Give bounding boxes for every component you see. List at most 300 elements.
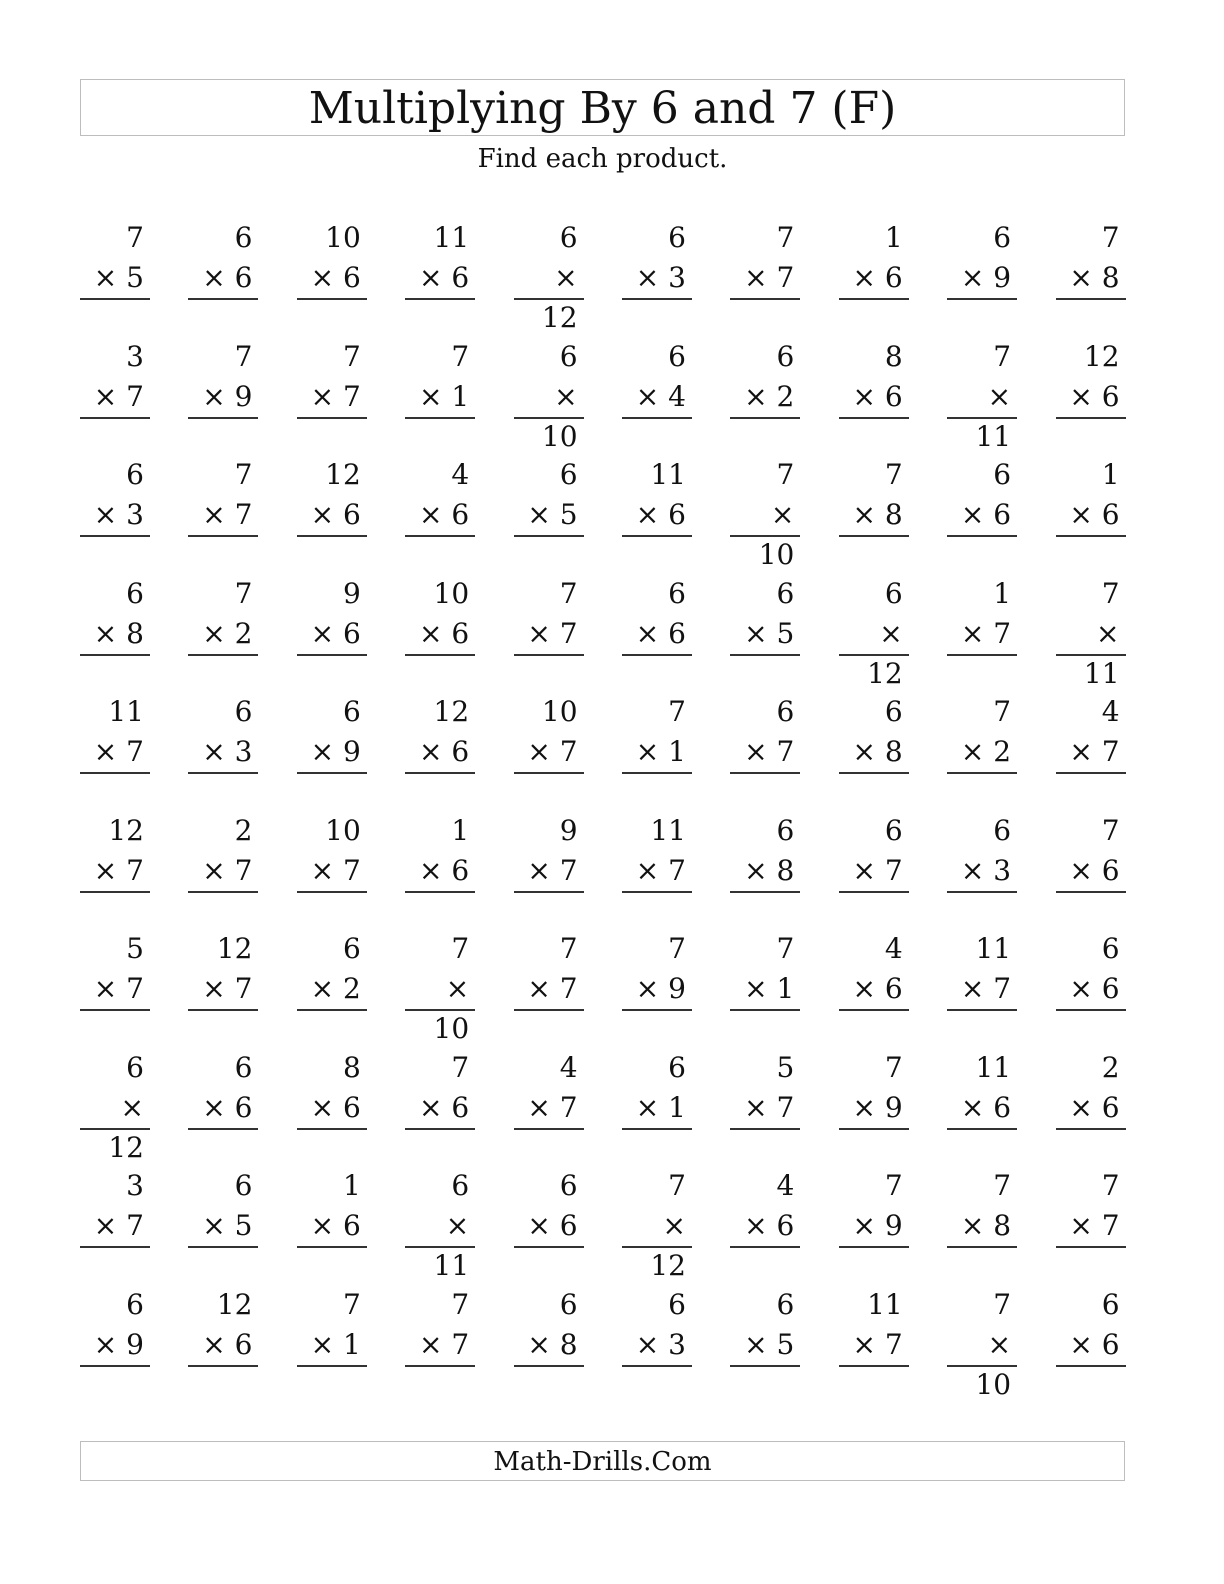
multiplier: 7 (559, 735, 578, 768)
multiplier-line (730, 851, 800, 893)
multiplier-line (730, 1325, 800, 1367)
times-operator: × (310, 853, 335, 887)
times-operator: × (93, 735, 118, 768)
problem (1056, 455, 1126, 574)
problem (80, 1166, 150, 1285)
problem (297, 811, 367, 930)
times-operator: × (527, 616, 551, 650)
multiplicand: 7 (1101, 576, 1120, 610)
multiplier-line (730, 1206, 800, 1248)
times-operator: × (418, 853, 443, 887)
multiplier-line (514, 1088, 584, 1130)
multiplier-line (297, 1088, 367, 1130)
problem (947, 337, 1017, 456)
multiplier-line (188, 1088, 258, 1130)
multiplicand: 7 (559, 932, 578, 965)
multiplier-line (1056, 1088, 1126, 1130)
multiplier-line (839, 732, 909, 774)
times-operator: × (93, 972, 118, 1005)
multiplier-line (80, 969, 150, 1011)
times-operator: × (310, 498, 335, 531)
footer (80, 1441, 1125, 1481)
multiplicand: 4 (1101, 695, 1120, 728)
multiplier: 7 (234, 972, 253, 1005)
multiplicand: 6 (1101, 1287, 1120, 1321)
multiplier-line (297, 614, 367, 656)
times-operator: × (744, 853, 768, 887)
problem (405, 218, 475, 337)
problem (622, 692, 692, 811)
times-operator: × (960, 1090, 985, 1124)
multiplier-line (405, 1088, 475, 1130)
multiplier: 6 (884, 379, 903, 413)
multiplier-line (188, 377, 258, 419)
multiplier: 7 (993, 972, 1012, 1005)
multiplier-line (297, 969, 367, 1011)
times-operator: × (527, 972, 551, 1005)
times-operator: × (852, 1327, 876, 1361)
problem (839, 1048, 909, 1167)
problem (730, 218, 800, 337)
multiplier: 1 (342, 1327, 361, 1361)
page-title: Multiplying By 6 and 7 (F) (308, 83, 897, 134)
multiplier: 8 (126, 616, 144, 650)
multiplier: 9 (668, 972, 686, 1005)
multiplier-line (622, 1325, 692, 1367)
multiplier-line (80, 732, 150, 774)
multiplier-line (1056, 1206, 1126, 1248)
times-operator: × (418, 616, 443, 650)
problem (80, 811, 150, 930)
times-operator: × (960, 735, 985, 768)
problem (80, 574, 150, 693)
problem (1056, 574, 1126, 693)
times-operator: × (418, 379, 443, 413)
multiplicand: 6 (234, 221, 253, 254)
instructions: Find each product. (477, 144, 728, 174)
multiplicand: 7 (451, 1287, 470, 1321)
multiplier: 7 (776, 261, 795, 294)
problem (947, 1285, 1017, 1404)
multiplier: 8 (993, 1209, 1012, 1242)
problem (80, 218, 150, 337)
multiplier: 3 (126, 498, 144, 531)
multiplier-line (622, 969, 692, 1011)
multiplier-line (1056, 614, 1126, 690)
times-operator: × (310, 379, 335, 413)
times-operator: × (879, 616, 903, 650)
multiplicand: 6 (776, 1287, 795, 1321)
multiplier: 10 (975, 1367, 1012, 1401)
multiplier-line (405, 1325, 475, 1367)
multiplier: 6 (451, 735, 470, 768)
problem (80, 455, 150, 574)
multiplier-line (622, 1206, 692, 1282)
problem (188, 218, 258, 337)
times-operator: × (987, 1327, 1012, 1361)
multiplicand: 6 (668, 339, 686, 373)
times-operator: × (202, 1209, 226, 1242)
problem (297, 337, 367, 456)
multiplicand: 6 (993, 221, 1012, 254)
times-operator: × (852, 498, 876, 531)
multiplier: 5 (776, 616, 795, 650)
multiplicand: 6 (668, 1050, 686, 1084)
multiplicand: 1 (993, 576, 1012, 610)
times-operator: × (527, 498, 551, 531)
multiplicand: 6 (884, 695, 903, 728)
times-operator: × (635, 972, 660, 1005)
multiplier: 7 (451, 1327, 470, 1361)
multiplier-line (297, 377, 367, 419)
multiplier: 6 (451, 853, 470, 887)
multiplier: 7 (559, 972, 578, 1005)
times-operator: × (1069, 853, 1093, 887)
multiplier: 7 (234, 853, 253, 887)
multiplicand: 4 (559, 1050, 578, 1084)
multiplier-line (297, 732, 367, 774)
multiplier: 11 (975, 419, 1012, 453)
times-operator: × (1096, 616, 1120, 650)
multiplier-line (188, 258, 258, 300)
times-operator: × (744, 616, 768, 650)
multiplier: 6 (559, 1209, 578, 1242)
problem (730, 1166, 800, 1285)
multiplier: 6 (1101, 498, 1120, 531)
times-operator: × (93, 616, 118, 650)
multiplier-line (730, 969, 800, 1011)
problem (839, 574, 909, 693)
problem (405, 1285, 475, 1404)
multiplier: 7 (776, 735, 795, 768)
multiplicand: 7 (1101, 221, 1120, 254)
multiplier: 6 (234, 1090, 253, 1124)
problem (839, 929, 909, 1048)
problem (730, 811, 800, 930)
problem (297, 929, 367, 1048)
multiplier: 11 (433, 1249, 470, 1282)
multiplier: 7 (126, 1209, 144, 1242)
times-operator: × (202, 1090, 226, 1124)
multiplier: 7 (559, 853, 578, 887)
multiplier-line (80, 614, 150, 656)
multiplicand: 2 (1101, 1050, 1120, 1084)
multiplier-line (1056, 1325, 1126, 1367)
problem (839, 811, 909, 930)
multiplier: 2 (993, 735, 1012, 768)
multiplier: 9 (993, 261, 1012, 294)
multiplier-line (80, 851, 150, 893)
multiplicand: 11 (975, 932, 1012, 965)
problem (405, 455, 475, 574)
problem (188, 1285, 258, 1404)
problem (947, 574, 1017, 693)
multiplier-line (947, 1088, 1017, 1130)
multiplicand: 7 (776, 458, 795, 491)
multiplicand: 6 (559, 1169, 578, 1202)
multiplier-line (947, 614, 1017, 656)
times-operator: × (93, 498, 118, 531)
multiplicand: 7 (559, 576, 578, 610)
multiplier-line (188, 851, 258, 893)
multiplier: 9 (884, 1209, 903, 1242)
problem (947, 811, 1017, 930)
multiplicand: 7 (884, 1169, 903, 1202)
multiplicand: 7 (234, 458, 253, 491)
multiplier-line (622, 495, 692, 537)
multiplicand: 8 (342, 1050, 361, 1084)
problem (188, 929, 258, 1048)
times-operator: × (527, 1209, 551, 1242)
multiplier: 2 (776, 379, 795, 413)
problem (405, 692, 475, 811)
times-operator: × (418, 498, 443, 531)
times-operator: × (852, 972, 876, 1005)
problem (297, 455, 367, 574)
times-operator: × (635, 1090, 660, 1124)
problem (405, 574, 475, 693)
multiplier: 7 (559, 616, 578, 650)
times-operator: × (1069, 498, 1093, 531)
times-operator: × (662, 1209, 686, 1242)
multiplicand: 6 (1101, 932, 1120, 965)
times-operator: × (202, 972, 226, 1005)
multiplier: 7 (126, 735, 144, 768)
problem (622, 337, 692, 456)
times-operator: × (635, 498, 660, 531)
times-operator: × (635, 853, 660, 887)
multiplicand: 12 (108, 813, 144, 847)
multiplicand: 7 (993, 695, 1012, 728)
multiplicand: 4 (451, 458, 470, 491)
multiplier: 7 (884, 853, 903, 887)
multiplier: 6 (342, 616, 361, 650)
problem (297, 1166, 367, 1285)
multiplier-line (839, 258, 909, 300)
problem (297, 218, 367, 337)
multiplicand: 7 (1101, 813, 1120, 847)
times-operator: × (202, 616, 226, 650)
times-operator: × (310, 261, 335, 294)
problem (947, 929, 1017, 1048)
multiplicand: 1 (342, 1169, 361, 1202)
times-operator: × (987, 379, 1012, 413)
multiplier: 6 (993, 1090, 1012, 1124)
problem (622, 1285, 692, 1404)
problem (839, 1166, 909, 1285)
problem (188, 455, 258, 574)
multiplicand: 7 (342, 1287, 361, 1321)
times-operator: × (527, 853, 551, 887)
multiplier-line (514, 969, 584, 1011)
multiplicand: 7 (451, 932, 470, 965)
multiplier-line (514, 614, 584, 656)
times-operator: × (202, 735, 226, 768)
problem (405, 1048, 475, 1167)
multiplicand: 10 (541, 695, 578, 728)
times-operator: × (852, 261, 876, 294)
times-operator: × (1069, 735, 1093, 768)
multiplicand: 7 (342, 339, 361, 373)
multiplier: 6 (1101, 1327, 1120, 1361)
problem (188, 1048, 258, 1167)
problem (514, 455, 584, 574)
multiplier-line (514, 258, 584, 334)
multiplier: 7 (1101, 1209, 1120, 1242)
problem-grid (80, 218, 1126, 1403)
multiplicand: 6 (776, 695, 795, 728)
multiplier-line (80, 377, 150, 419)
multiplier: 8 (884, 498, 903, 531)
multiplicand: 6 (993, 458, 1012, 491)
multiplier-line (947, 851, 1017, 893)
times-operator: × (310, 1090, 335, 1124)
times-operator: × (852, 735, 876, 768)
multiplicand: 6 (776, 813, 795, 847)
times-operator: × (554, 261, 578, 294)
times-operator: × (527, 735, 551, 768)
multiplier-line (297, 1206, 367, 1248)
multiplier: 5 (126, 261, 144, 294)
multiplicand: 11 (433, 221, 470, 254)
multiplier: 6 (1101, 853, 1120, 887)
times-operator: × (1069, 1209, 1093, 1242)
problem (514, 692, 584, 811)
multiplicand: 7 (1101, 1169, 1120, 1202)
multiplier: 7 (993, 616, 1012, 650)
multiplier-line (622, 614, 692, 656)
times-operator: × (960, 616, 985, 650)
times-operator: × (93, 1327, 118, 1361)
multiplicand: 1 (451, 813, 470, 847)
multiplicand: 6 (559, 339, 578, 373)
multiplicand: 6 (884, 813, 903, 847)
multiplier-line (1056, 495, 1126, 537)
multiplicand: 6 (776, 339, 795, 373)
problem (622, 455, 692, 574)
multiplier-line (514, 1206, 584, 1248)
problem (1056, 1285, 1126, 1404)
multiplier: 12 (541, 301, 578, 334)
multiplier: 3 (668, 1327, 686, 1361)
multiplier: 12 (867, 656, 903, 690)
multiplier: 6 (993, 498, 1012, 531)
times-operator: × (744, 735, 768, 768)
multiplier-line (947, 495, 1017, 537)
times-operator: × (635, 1327, 660, 1361)
multiplicand: 1 (884, 221, 903, 254)
multiplicand: 6 (126, 1287, 144, 1321)
multiplier: 7 (342, 853, 361, 887)
multiplier: 2 (234, 616, 253, 650)
multiplier-line (839, 1325, 909, 1367)
multiplicand: 3 (126, 339, 144, 373)
problem (947, 455, 1017, 574)
times-operator: × (960, 498, 985, 531)
times-operator: × (554, 379, 578, 413)
multiplier-line (947, 258, 1017, 300)
multiplier: 7 (1101, 735, 1120, 768)
multiplicand: 6 (668, 1287, 686, 1321)
times-operator: × (635, 616, 660, 650)
times-operator: × (202, 853, 226, 887)
multiplier-line (622, 732, 692, 774)
multiplicand: 7 (126, 221, 144, 254)
multiplier-line (405, 732, 475, 774)
multiplier-line (514, 732, 584, 774)
times-operator: × (635, 261, 660, 294)
problem (947, 692, 1017, 811)
times-operator: × (744, 1209, 768, 1242)
times-operator: × (852, 1090, 876, 1124)
times-operator: × (202, 498, 226, 531)
multiplicand: 10 (325, 813, 361, 847)
problem (622, 574, 692, 693)
multiplier-line (947, 1206, 1017, 1248)
problem (405, 811, 475, 930)
times-operator: × (445, 972, 470, 1005)
multiplier: 3 (993, 853, 1012, 887)
multiplier-line (405, 851, 475, 893)
times-operator: × (1069, 1327, 1093, 1361)
times-operator: × (418, 735, 443, 768)
multiplier: 6 (451, 261, 470, 294)
multiplier: 6 (1101, 1090, 1120, 1124)
multiplier: 7 (342, 379, 361, 413)
multiplier: 11 (1083, 656, 1120, 690)
multiplier-line (80, 1325, 150, 1367)
multiplier-line (622, 851, 692, 893)
multiplicand: 4 (884, 932, 903, 965)
multiplier-line (947, 969, 1017, 1011)
multiplier: 6 (451, 616, 470, 650)
multiplicand: 7 (668, 1169, 686, 1202)
multiplier-line (405, 377, 475, 419)
problem (1056, 692, 1126, 811)
multiplier-line (622, 377, 692, 419)
times-operator: × (1069, 379, 1093, 413)
multiplier: 10 (758, 538, 795, 571)
multiplicand: 7 (234, 339, 253, 373)
multiplicand: 7 (993, 1287, 1012, 1321)
multiplier: 6 (234, 261, 253, 294)
multiplicand: 10 (325, 221, 361, 254)
times-operator: × (93, 853, 118, 887)
multiplicand: 11 (108, 695, 144, 728)
problem (405, 929, 475, 1048)
problem (80, 1285, 150, 1404)
multiplier: 7 (668, 853, 686, 887)
multiplier-line (1056, 258, 1126, 300)
problem (839, 1285, 909, 1404)
multiplicand: 7 (776, 221, 795, 254)
multiplier: 12 (108, 1130, 144, 1164)
multiplier-line (297, 258, 367, 300)
problem (188, 337, 258, 456)
multiplier: 6 (451, 498, 470, 531)
times-operator: × (960, 261, 985, 294)
multiplicand: 7 (668, 932, 686, 965)
multiplier-line (947, 377, 1017, 453)
multiplicand: 7 (234, 576, 253, 610)
multiplicand: 6 (342, 695, 361, 728)
problem (622, 1166, 692, 1285)
multiplier: 7 (559, 1090, 578, 1124)
multiplicand: 6 (668, 221, 686, 254)
multiplier-line (1056, 732, 1126, 774)
times-operator: × (310, 616, 335, 650)
multiplicand: 6 (559, 458, 578, 491)
